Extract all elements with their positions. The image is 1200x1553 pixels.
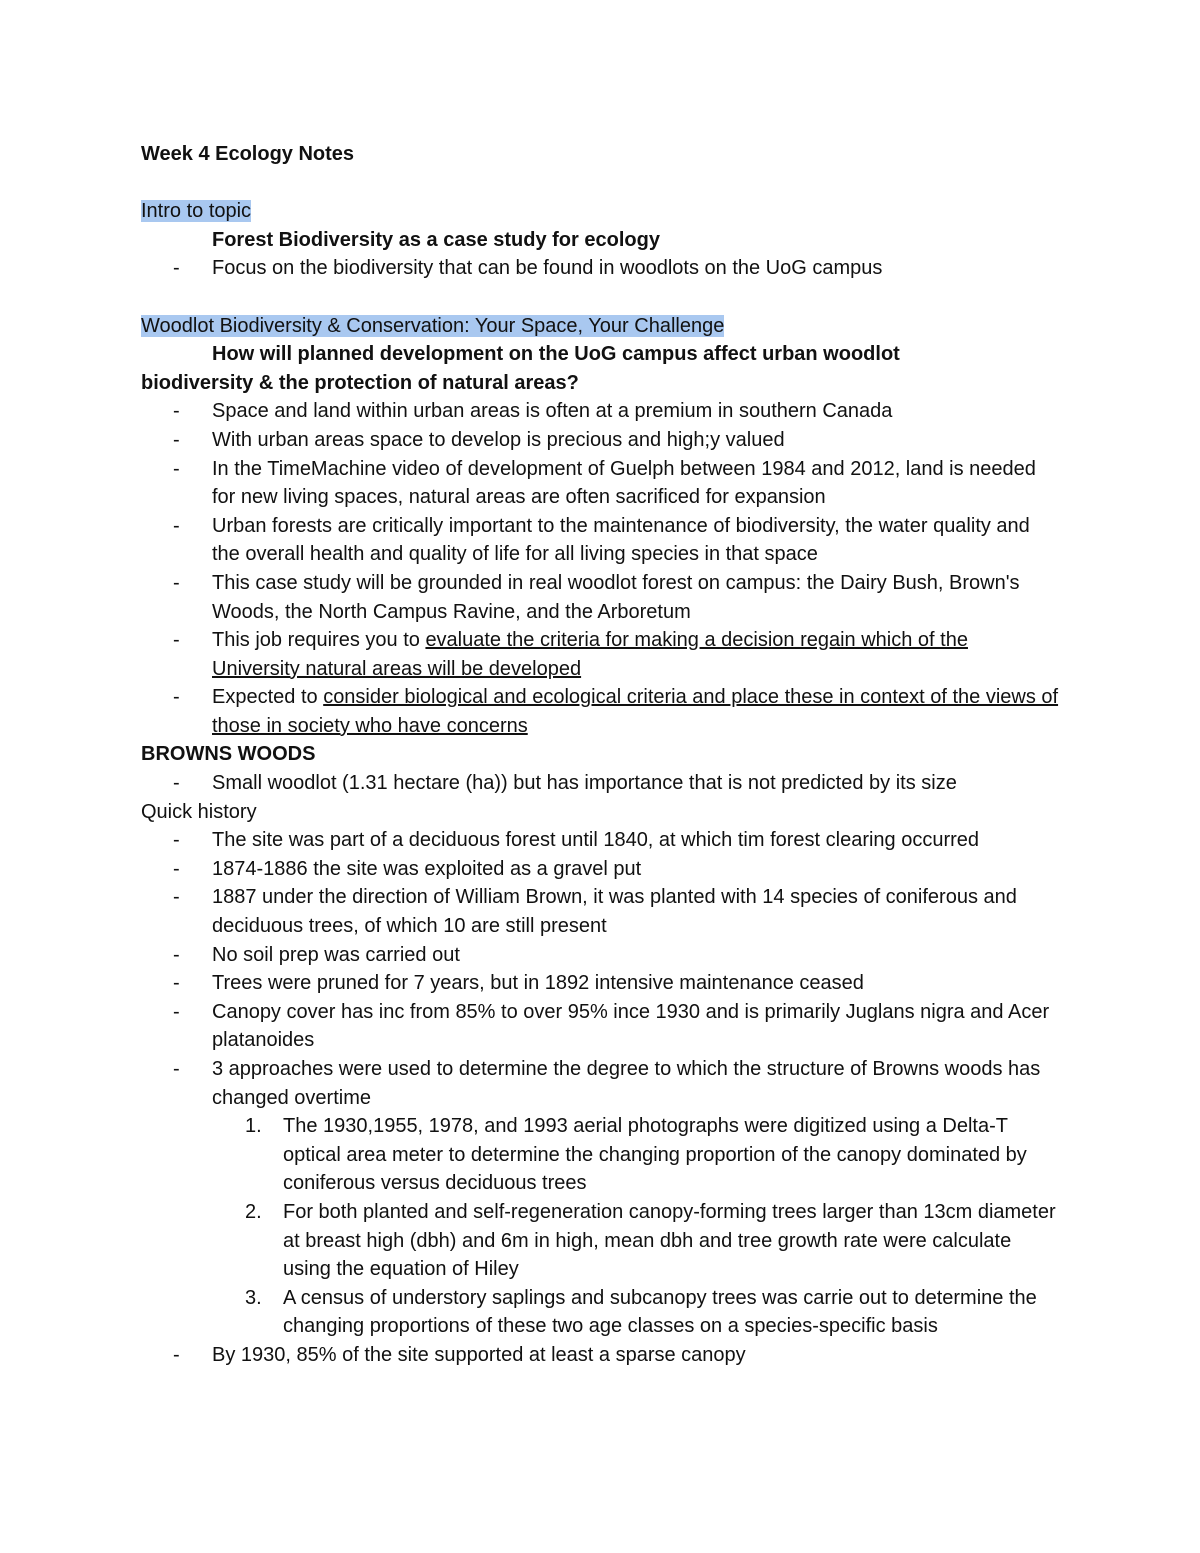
list-item-text: No soil prep was carried out <box>212 943 460 966</box>
list-item <box>141 1341 1061 1370</box>
list-item <box>141 254 1061 283</box>
dash-bullet: - <box>173 257 180 280</box>
browns-woods-heading: BROWNS WOODS <box>141 743 316 766</box>
intro-subheading: Forest Biodiversity as a case study for ecology <box>212 228 660 251</box>
list-item <box>141 998 1061 1055</box>
list-item-text: In the TimeMachine video of development of Guelph between 1984 and 2012, land is needed for new living spaces, natural areas are often sacrificed for expansion <box>212 457 1036 509</box>
dash-bullet: - <box>173 1343 180 1366</box>
list-item-text: Small woodlot (1.31 hectare (ha)) but has importance that is not predicted by its size <box>212 772 957 795</box>
list-item-text: Focus on the biodiversity that can be found in woodlots on the UoG campus <box>212 257 883 280</box>
dash-bullet: - <box>173 772 180 795</box>
list-item-text: The site was part of a deciduous forest until 1840, at which tim forest clearing occurred <box>212 829 980 852</box>
list-item-text: With urban areas space to develop is precious and high;y valued <box>212 428 785 451</box>
numbered-item <box>141 1112 1061 1198</box>
list-item <box>141 426 1061 455</box>
list-item-text: Canopy cover has inc from 85% to over 95% ince 1930 and is primarily Juglans nigra and Acer platanoides <box>212 1000 1050 1052</box>
list-item-text: Expected to <box>212 686 324 709</box>
dash-bullet: - <box>173 514 180 537</box>
item-number: 3. <box>245 1286 262 1309</box>
list-item <box>141 683 1061 740</box>
numbered-item-text: A census of understory saplings and subcanopy trees was carrie out to determine the changing proportions of these two age classes on a species-specific basis <box>283 1286 1037 1338</box>
list-item <box>141 969 1061 998</box>
list-item-text: 1887 under the direction of William Brown, it was planted with 14 species of coniferous and deciduous trees, of which 10 are still present <box>212 886 1017 938</box>
list-item <box>141 883 1061 940</box>
list-item <box>141 855 1061 884</box>
document-body <box>141 140 1061 1370</box>
dash-bullet: - <box>173 943 180 966</box>
dash-bullet: - <box>173 629 180 652</box>
dash-bullet: - <box>173 829 180 852</box>
list-item <box>141 512 1061 569</box>
dash-bullet: - <box>173 428 180 451</box>
dash-bullet: - <box>173 686 180 709</box>
list-item <box>141 626 1061 683</box>
dash-bullet: - <box>173 400 180 423</box>
underlined-text: consider biological and ecological criteria and place these in context of the views of those in society who have concerns <box>212 686 1059 737</box>
list-item <box>141 397 1061 426</box>
list-item-text: Space and land within urban areas is often at a premium in southern Canada <box>212 400 893 423</box>
list-item <box>141 769 1061 798</box>
list-item-text: Trees were pruned for 7 years, but in 1892 intensive maintenance ceased <box>212 972 864 995</box>
numbered-item-text: The 1930,1955, 1978, and 1993 aerial photographs were digitized using a Delta-T optical area meter to determine the changing proportion of the canopy dominated by coniferous versus deciduous trees <box>283 1115 1027 1195</box>
dash-bullet: - <box>173 1058 180 1080</box>
numbered-item-text: For both planted and self-regeneration canopy-forming trees larger than 13cm diameter at breast high (dbh) and 6m in high, mean dbh and tree growth rate were calculate using the equation of Hiley <box>283 1200 1056 1281</box>
dash-bullet: - <box>173 886 180 909</box>
list-item <box>141 826 1061 855</box>
woodlot-question-line1: How will planned development on the UoG campus affect urban woodlot <box>212 343 900 366</box>
list-item <box>141 569 1061 626</box>
list-item-text: This job requires you to <box>212 629 426 652</box>
dash-bullet: - <box>173 857 180 880</box>
list-item-text: 3 approaches were used to determine the degree to which the structure of Browns woods has changed overtime <box>212 1058 1041 1109</box>
list-item-text: This case study will be grounded in real woodlot forest on campus: the Dairy Bush, Brown's Woods, the North Campus Ravine, and the Arboretum <box>212 571 1020 623</box>
dash-bullet: - <box>173 571 180 594</box>
intro-heading <box>141 197 1061 226</box>
list-item <box>141 1055 1061 1112</box>
woodlot-heading-text: Woodlot Biodiversity & Conservation: Your Space, Your Challenge <box>141 314 725 337</box>
item-number: 1. <box>245 1115 262 1138</box>
blank-line <box>141 283 1061 312</box>
woodlot-question-line2: biodiversity & the protection of natural areas? <box>141 371 579 394</box>
document-title: Week 4 Ecology Notes <box>141 143 355 165</box>
dash-bullet: - <box>173 457 180 480</box>
list-item <box>141 941 1061 970</box>
list-item-text: By 1930, 85% of the site supported at least a sparse canopy <box>212 1343 746 1366</box>
woodlot-heading <box>141 312 1061 341</box>
list-item-text: Urban forests are critically important to the maintenance of biodiversity, the water quality and the overall health and quality of life for all living species in that space <box>212 514 1030 566</box>
list-item <box>141 455 1061 512</box>
item-number: 2. <box>245 1200 262 1223</box>
dash-bullet: - <box>173 1000 180 1023</box>
intro-heading-text: Intro to topic <box>141 200 252 223</box>
numbered-item <box>141 1198 1061 1284</box>
numbered-item <box>141 1284 1061 1341</box>
underlined-text: evaluate the criteria for making a decision regain which of the University natural areas will be developed <box>212 629 968 680</box>
dash-bullet: - <box>173 972 180 995</box>
history-label: Quick history <box>141 800 257 823</box>
list-item-text: 1874-1886 the site was exploited as a gravel put <box>212 857 642 880</box>
